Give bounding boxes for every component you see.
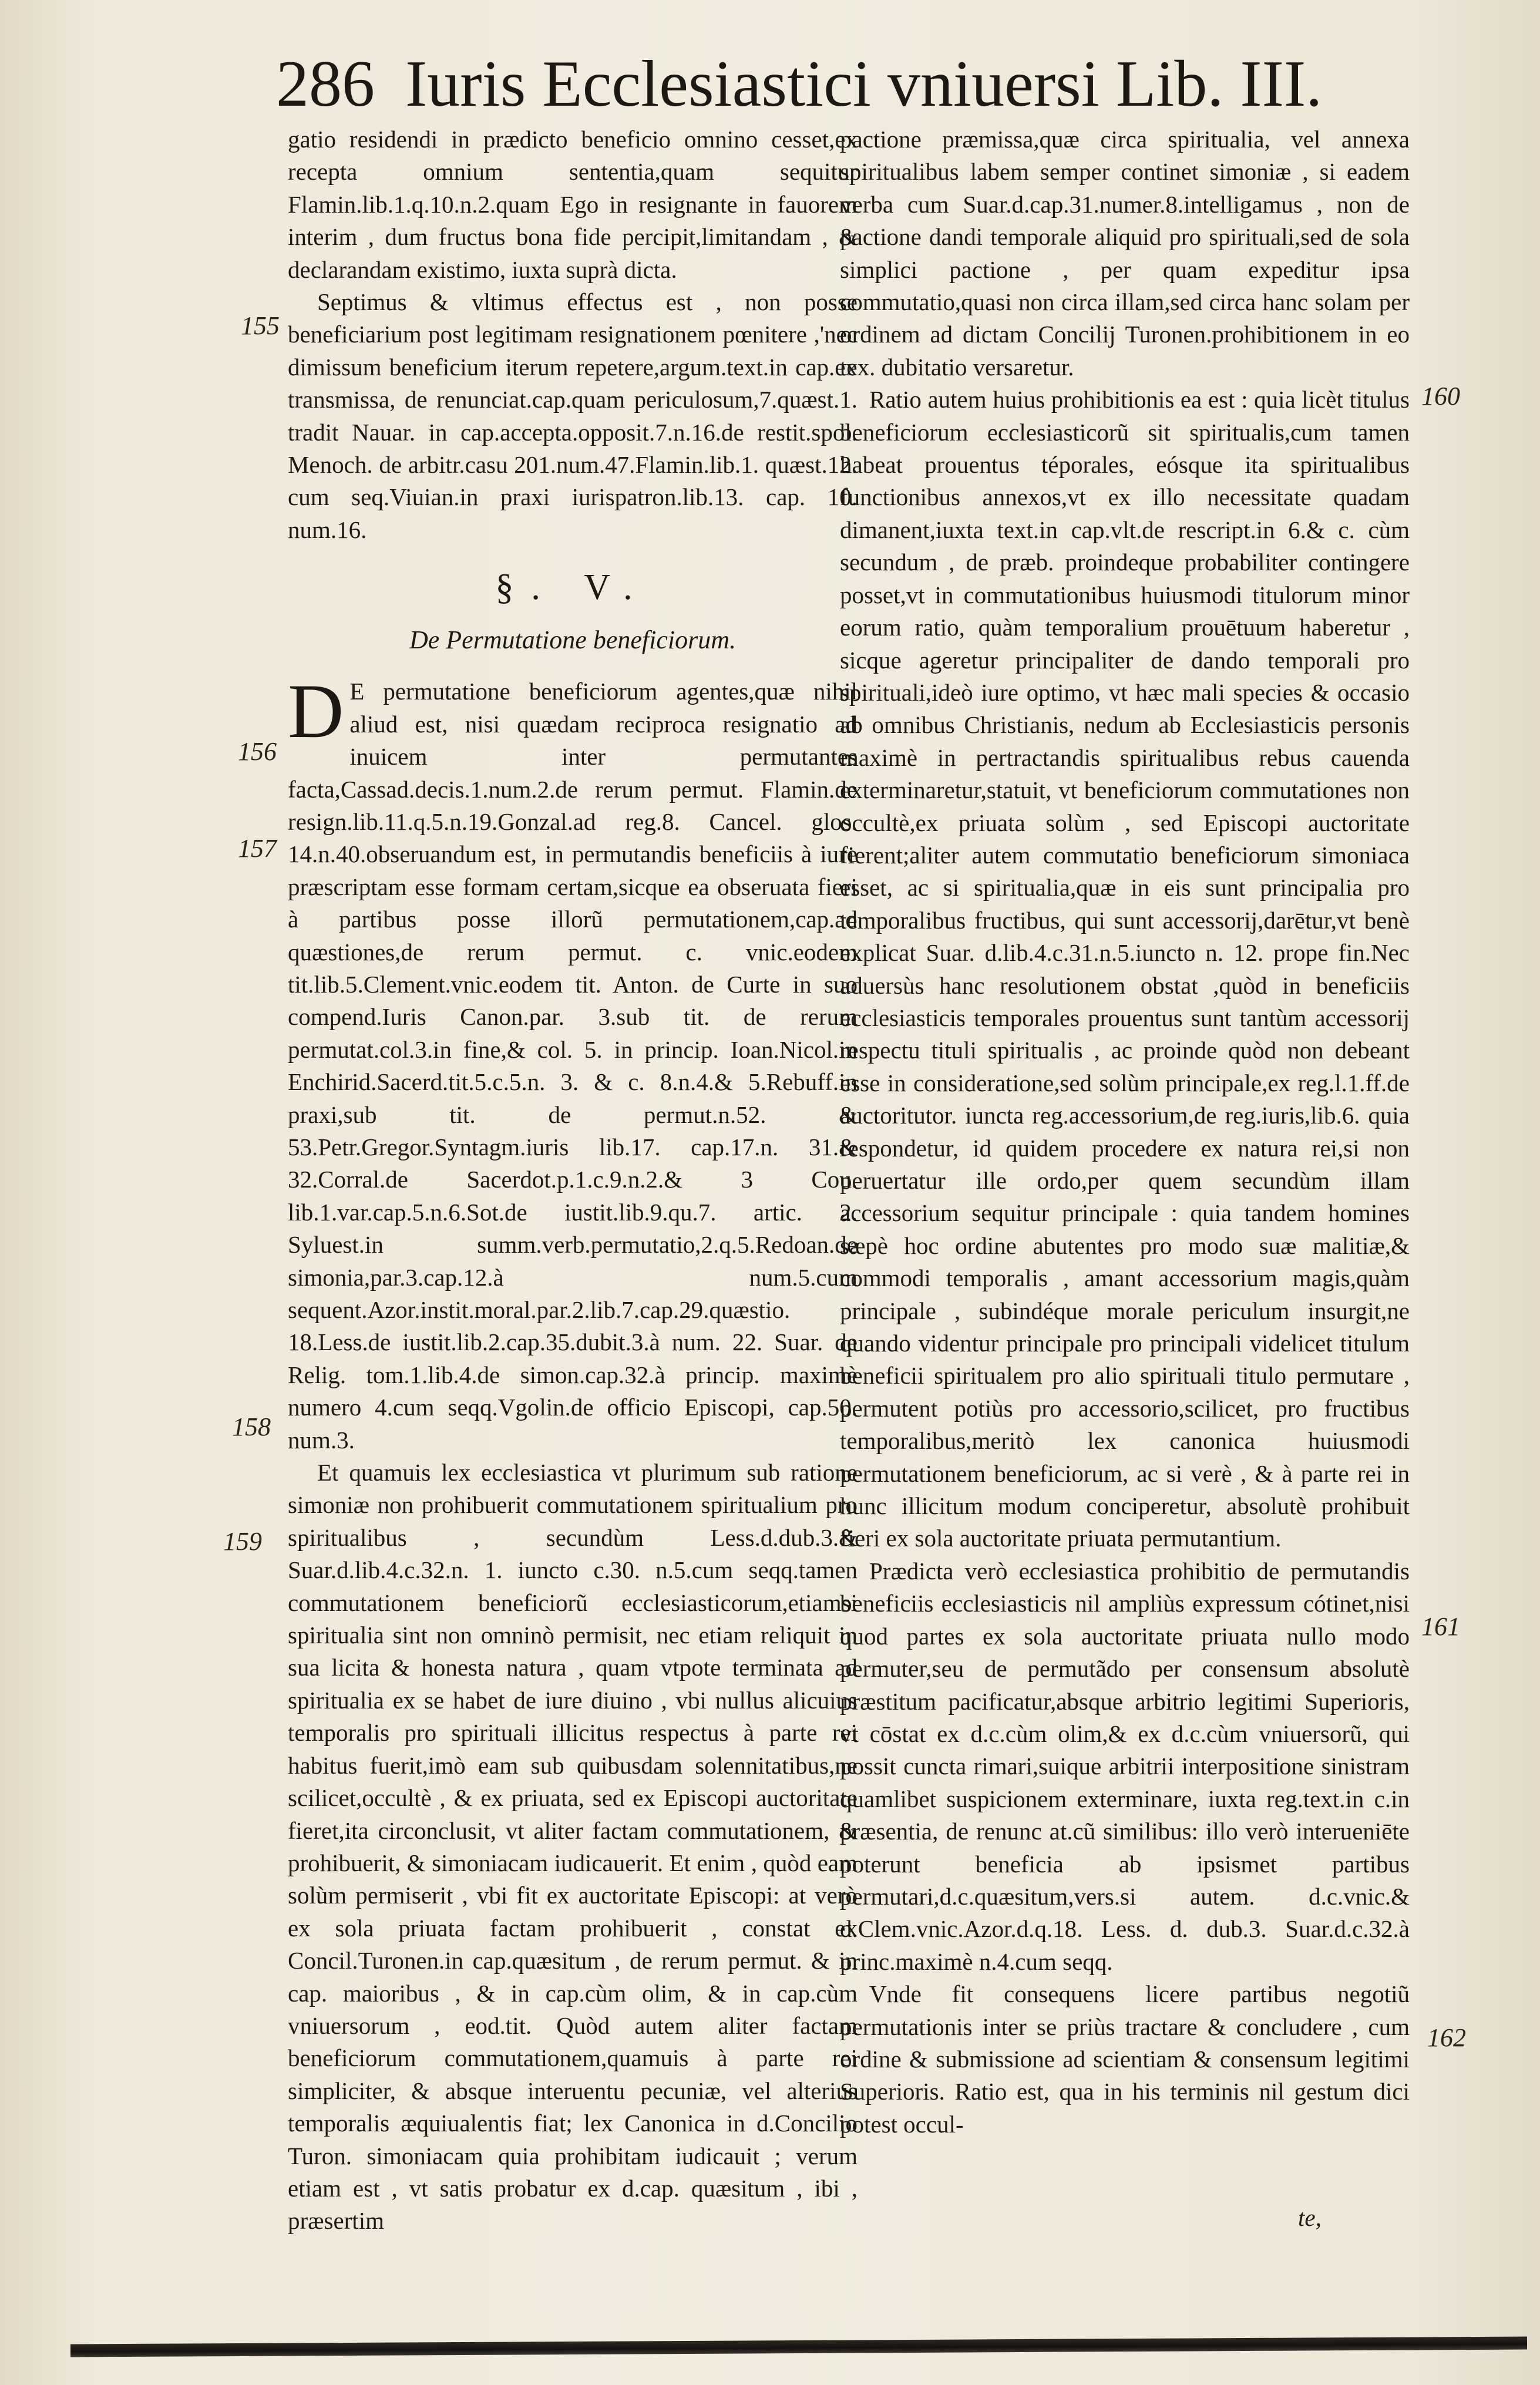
running-header (276, 46, 1410, 122)
margin-number-156: 156 (238, 737, 277, 766)
margin-number-157: 157 (238, 834, 277, 863)
margin-number-158: 158 (232, 1412, 271, 1441)
margin-number-155: 155 (241, 311, 280, 340)
right-paragraph-3: Prædicta verò ecclesiastica prohibitio de permutandis beneficiis ecclesiasticis nil ampliùs expressum cótinet,nisi quod partes ex sola auctoritate priuata nullo modo permuter,seu de permutãdo per consensum absolutè præstitum pacificatur,absque arbitrio legitimi Superioris, vt cōstat ex d.c.cùm olim,& ex d.c.cùm vniuersorũ, qui possit cuncta rimari,suique arbitrii interpositione sinistram quamlibet suspicionem exterminare, iuxta reg.text.in c.in præsentia, de renunc at.cũ similibus: illo verò interueniēte poterunt beneficia ab ipsismet partibus permutari,d.c.quæsitum,vers.si autem. d.c.vnic.& d.Clem.vnic.Azor.d.q.18. Less. d. dub.3. Suar.d.c.32.à princ.maximè n.4.cum seqq. (840, 1557, 1410, 1975)
left-paragraph-3 (288, 668, 858, 1456)
drop-cap: D (288, 668, 344, 755)
left-paragraph-3-text: E permutatione beneficiorum agentes,quæ nihil aliud est, nisi quædam reciproca resignatio ad inuicem inter permutantes facta,Cassad.decis.1.num.2.de rerum permut. Flamin.de resign.lib.11.q.5.n.19.Gonzal.ad reg.8. Cancel. glos. 14.n.40.obseruandum est, in permutandis beneficiis à iure præscriptam esse formam certam,sicque ea obseruata fieri à partibus posse illorũ permutationem,cap.ad quæstiones,de rerum permut. c. vnic.eodem tit.lib.5.Clement.vnic.eodem tit. Anton. de Curte in suo compend.Iuris Canon.par. 3.sub tit. de rerum permutat.col.3.in fine,& col. 5. in princip. Ioan.Nicol.in Enchirid.Sacerd.tit.5.c.5.n. 3. & c. 8.n.4.& 5.Rebuff.in praxi,sub tit. de permut.n.52. & 53.Petr.Gregor.Syntagm.iuris lib.17. cap.17.n. 31.& 32.Corral.de Sacerdot.p.1.c.9.n.2.& 3 Cou. lib.1.var.cap.5.n.6.Sot.de iustit.lib.9.qu.7. artic. 2. Syluest.in summ.verb.permutatio,2.q.5.Redoan.de simonia,par.3.cap.12.à num.5.cum sequent.Azor.instit.moral.par.2.lib.7.cap.29.quæstio. 18.Less.de iustit.lib.2.cap.35.dubit.3.à num. 22. Suar. de Relig. tom.1.lib.4.de simon.cap.32.à princip. maximè numero 4.cum seqq.Vgolin.de officio Episcopi, cap.50. num.3. (288, 678, 858, 1454)
right-column (840, 123, 1410, 2214)
right-paragraph-2: Ratio autem huius prohibitionis ea est : quia licèt titulus beneficiorum ecclesiasticorũ sit spiritualis,cum tamen habeat prouentus téporales, eósque ita spiritualibus functionibus annexos,vt ex illo necessitate quadam dimanent,iuxta text.in cap.vlt.de rescript.in 6.& c. cùm secundum , de præb. proindeque probabiliter contingere posset,vt in commutationibus huiusmodi titulorum minor eorum ratio, quàm temporalium prouētuum haberetur , sicque ageretur principaliter de dando temporali pro spirituali,ideò iure optimo, vt hæc mali species & occasio ab omnibus Christianis, nedum ab Ecclesiasticis personis maximè in pertractandis spiritualibus rebus cauenda exterminaretur,statuit, vt beneficiorum commutationes non occultè,ex priuata solùm , sed Episcopi auctoritate fierent;aliter autem commutatio beneficiorum simoniaca esset, ac si spiritualia,quæ in eis sunt principalia pro temporalibus fructibus, qui sunt accessorij,darētur,vt benè explicat Suar. d.lib.4.c.31.n.5.iuncto n. 12. prope fin.Nec aduersùs hanc resolutionem obstat ,quòd in beneficiis ecclesiasticis temporales prouentus sunt tantùm accessorij respectu tituli spiritualis , ac proinde quòd non debeant esse in consideratione,sed solùm principale,ex reg.l.1.ff.de auctoritutor. iuncta reg.accessorium,de reg.iuris,lib.6. quia respondetur, id quidem procedere ex natura rei,si non peruertatur ille ordo,per quem secundùm illam accessorium sequitur principale : quia tandem homines sæpè hoc ordine abutentes pro modo suæ malitiæ,& commodi temporalis , amant accessorium magis,quàm principale , subindéque morale periculum insurgit,ne quando videntur principale pro principali videlicet titulum beneficii spiritualem pro alio spirituali titulo permutare , permutent potiùs pro accessorio,scilicet, pro fructibus temporalibus,meritò lex canonica huiusmodi permutationem beneficiorum, ac si verè , & à parte rei in hunc illicitum modum conciperetur, absolutè prohibuit fieri ex sola auctoritate priuata permutantium. (840, 386, 1410, 1552)
right-paragraph-4: Vnde fit consequens licere partibus negotiũ permutationis inter se priùs tractare & concludere , cum ordine & submissione ad scientiam & consensum legitimi Superioris. Ratio est, qua in his terminis nil gestum dici potest occul- (840, 1980, 1410, 2138)
left-paragraph-2: Septimus & vltimus effectus est , non posse beneficiarium post legitimam resignationem pœnitere ,'nec dimissum beneficium iterum repetere,argum.text.in cap.ex transmissa, de renunciat.cap.quam periculosum,7.quæst.1. tradit Nauar. in cap.accepta.opposit.7.n.16.de restit.spol. Menoch. de arbitr.casu 201.num.47.Flamin.lib.1. quæst.12. cum seq.Viuian.in praxi iurispatron.lib.13. cap. 10. num.16. (288, 288, 858, 543)
margin-number-160: 160 (1421, 382, 1460, 411)
bottom-edge-shadow (70, 2337, 1527, 2357)
section-title: De Permutatione beneficiorum. (409, 625, 736, 655)
page-number: 286 (276, 48, 375, 120)
left-paragraph-4: Et quamuis lex ecclesiastica vt plurimum sub ratione simoniæ non prohibuerit commutationem spiritualium pro spiritualibus , secundùm Less.d.dub.3.& Suar.d.lib.4.c.32.n. 1. iuncto c.30. n.5.cum seqq.tamen commutationem beneficiorũ ecclesiasticorum,etiamsi spiritualia sint non omninò permisit, nec etiam reliquit in sua licita & honesta natura , quam vtpote terminata ad spiritualia ex se habet de iure diuino , vbi nullus alicuius temporalis pro spirituali illicitus respectus à parte rei habitus fuerit,imò eam sub quibusdam solennitatibus,ne scilicet,occultè , & ex priuata, sed ex Episcopi auctoritate fieret,ita circonclusit, vt aliter factam commutationem, & prohibuerit, & simoniacam iudicauerit. Et enim , quòd eam solùm permiserit , vbi fit ex auctoritate Episcopi: at verò ex sola priuata factam prohibuerit , constat ex Concil.Turonen.in cap.quæsitum , de rerum permut. & in cap. maioribus , & in cap.cùm olim, & in cap.cùm vniuersorum , eod.tit. Quòd autem aliter factam beneficiorum commutationem,quamuis à parte rei simpliciter, & absque interuentu pecuniæ, vel alterius temporalis æquiualentis fiat; lex Canonica in d.Concilio Turon. simoniacam quia prohibitam iudicauit ; verum etiam est , vt satis probatur ex d.cap. quæsitum , ibi , præsertim (288, 1459, 858, 2235)
margin-number-162: 162 (1427, 2023, 1466, 2052)
right-paragraph-1: pactione præmissa,quæ circa spiritualia, vel annexa spiritualibus labem semper continet simoniæ , si eadem verba cum Suar.d.cap.31.numer.8.intelligamus , non de pactione dandi temporale aliquid pro spirituali,sed de sola simplici pactione , per quam expeditur ipsa commutatio,quasi non circa illam,sed circa hanc solam per ordinem ad dictam Concilij Turonen.prohibitionem in eo tex. dubitatio versaretur. (840, 126, 1410, 381)
left-column (288, 123, 858, 2235)
margin-number-159: 159 (223, 1527, 262, 1556)
margin-number-161: 161 (1421, 1612, 1460, 1641)
running-title: Iuris Ecclesiastici vniuersi Lib. III. (405, 48, 1323, 120)
catchword: te, (1298, 2204, 1322, 2231)
left-paragraph-1: gatio residendi in prædicto beneficio omnino cesset,ex recepta omnium sententia,quam sequitur Flamin.lib.1.q.10.n.2.quam Ego in resignante in fauorem interim , dum fructus bona fide percipit,limitandam , & declarandam existimo, iuxta suprà dicta. (288, 126, 858, 283)
section-mark: §. V. (495, 567, 650, 608)
